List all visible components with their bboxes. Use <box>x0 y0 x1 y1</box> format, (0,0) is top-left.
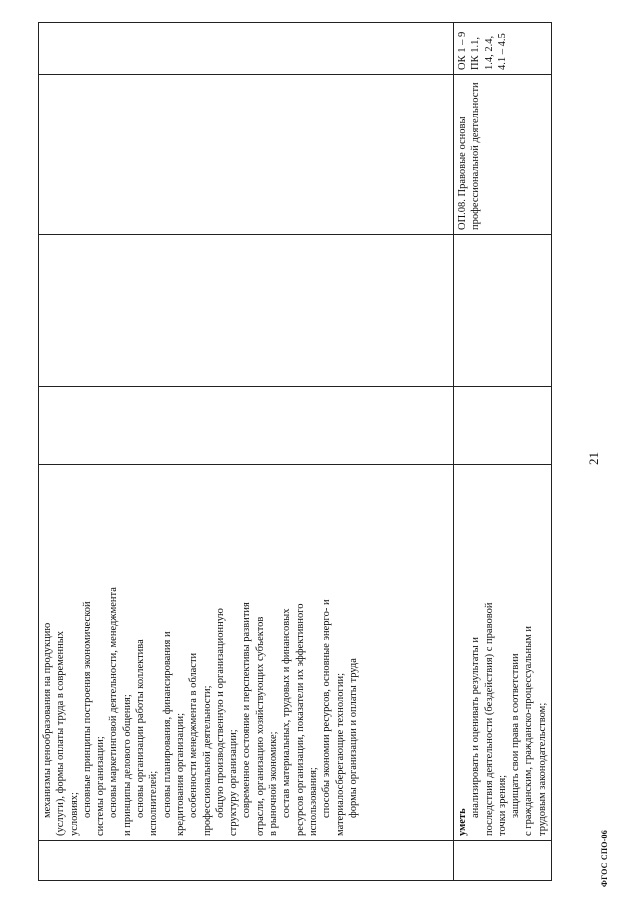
text-line: ресурсов организации, показатели их эффективного <box>294 603 306 836</box>
text-line: точки зрения; <box>496 774 508 836</box>
text-line: основные принципы построения экономической <box>81 601 93 818</box>
text-line: и принципы делового общения; <box>121 694 133 836</box>
discipline-cell-empty <box>39 75 454 235</box>
hours-cell <box>39 235 454 387</box>
text-line: механизмы ценообразования на продукцию <box>42 622 53 818</box>
text-line: формы организации и оплаты труда <box>347 658 359 818</box>
skills-cell <box>453 465 551 841</box>
knowledge-list <box>41 469 360 836</box>
text-line: защищать свои права в соответствии <box>510 653 522 818</box>
skills-list <box>469 469 549 836</box>
text-line: исполнителей; <box>148 770 160 836</box>
fgos-requirements-table <box>38 22 552 881</box>
table-row <box>453 23 551 881</box>
text-line: трудовым законодательством; <box>536 702 548 836</box>
index-cell <box>39 841 454 881</box>
text-line: кредитования организации; <box>174 713 186 836</box>
max-hours-cell <box>39 387 454 465</box>
text-line: в рыночной экономике; <box>268 731 280 836</box>
footer-code: ФГОС СПО-06 <box>600 830 609 887</box>
text-line: использования; <box>307 767 319 836</box>
text-line: основы маркетинговой деятельности, менеджмента <box>108 587 120 818</box>
discipline-name: ОП.08. Правовые основы профессиональной деятельности <box>456 82 482 230</box>
text-line: способы экономии ресурсов, основные энерго- и <box>321 599 333 818</box>
text-line: отрасли, организацию хозяйствующих субъектов <box>254 616 266 836</box>
table-row <box>39 23 454 881</box>
text-line: профессиональной деятельности; <box>201 685 213 836</box>
max-hours-cell <box>453 387 551 465</box>
competence-codes: ОК 1 – 9 ПК 1.1, 1.4, 2.4, 4.1 – 4.5 <box>456 31 508 70</box>
skills-heading: уметь <box>456 808 468 836</box>
text-line: (услуги), формы оплаты труда в современных <box>55 630 67 836</box>
text-line: условиях; <box>68 792 80 836</box>
text-line: состав материальных, трудовых и финансовых <box>281 608 293 818</box>
index-cell <box>453 841 551 881</box>
discipline-cell <box>453 75 551 235</box>
text-line: общую производственную и организационную <box>214 608 226 818</box>
hours-cell <box>453 235 551 387</box>
text-line: материалосберегающие технологии; <box>334 673 346 836</box>
competences-cell-empty <box>39 23 454 75</box>
text-line: основы организации работы коллектива <box>135 639 147 818</box>
competences-cell <box>453 23 551 75</box>
text-line: основы планирования, финансирования и <box>161 631 173 818</box>
text-line: современное состояние и перспективы развития <box>241 602 253 818</box>
page-number: 21 <box>586 452 601 465</box>
text-line: структуру организации; <box>228 729 240 836</box>
text-line: системы организации; <box>95 736 107 836</box>
knowledge-cell <box>39 465 454 841</box>
text-line: анализировать и оценивать результаты и <box>470 637 482 818</box>
text-line: последствия деятельности (бездействия) с правовой <box>483 602 495 836</box>
text-line: особенности менеджмента в области <box>188 652 200 818</box>
text-line: с гражданским, гражданско-процессуальным и <box>523 625 535 836</box>
